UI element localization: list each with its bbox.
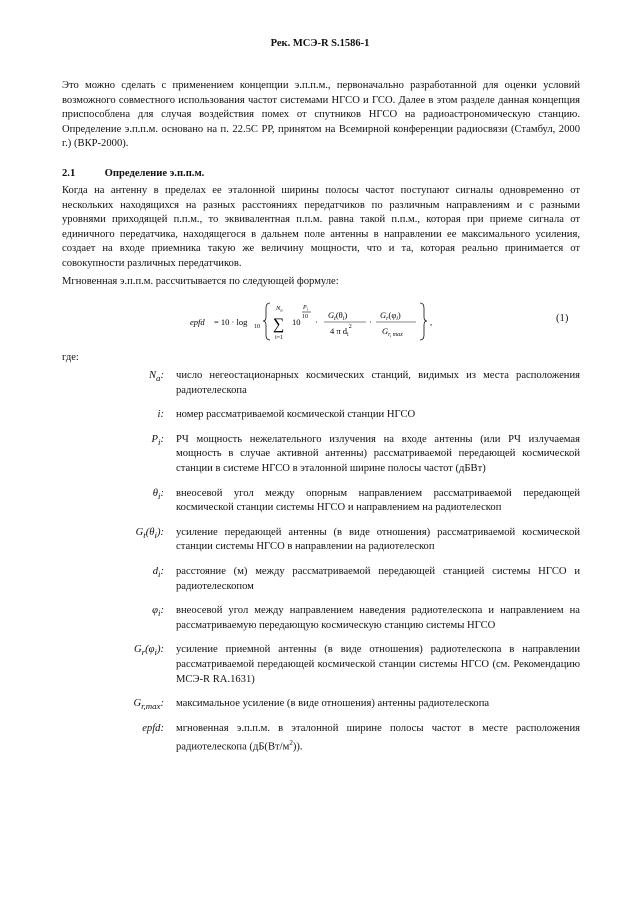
definition-symbol: i: bbox=[157, 409, 164, 421]
definition-text: число негеостационарных космических станций, видимых из места расположения радиотелескопа bbox=[176, 370, 580, 396]
definition-symbol: $d_i$: bbox=[152, 565, 164, 580]
dot-2: · bbox=[369, 317, 372, 327]
power-den: 10 bbox=[302, 314, 308, 320]
formula-log-base: 10 bbox=[254, 324, 260, 330]
definition-text: внеосевой угол между опорным направлением рассматриваемой передающей космической станции системы НГСО и направлением на радиотелескоп bbox=[176, 487, 580, 514]
definitions-list bbox=[62, 369, 580, 766]
epfd-formula bbox=[190, 298, 470, 344]
definition-item bbox=[62, 697, 580, 714]
definition-symbol: $\theta_i$: bbox=[152, 487, 164, 501]
definition-item bbox=[62, 643, 580, 687]
frac2-denominator: $G_{r, max}$ bbox=[382, 326, 403, 338]
sum-top: $N_a$ bbox=[276, 305, 283, 313]
formula-comma: , bbox=[430, 317, 433, 327]
where-label: где: bbox=[62, 352, 79, 363]
intro-paragraph: Это можно сделать с применением концепции э.п.п.м., первоначально разработанной для оценки условий возможного совместного использования частот системами НГСО и ГСО. Далее в этом разделе данная концепция приспособлена для случая воздействия помех от спутников НГСО на радиоастрономическую станцию. Определение э.п.п.м. основано на п. 22.5С РР, принятом на Всемирной конференции радиосвязи (Стамбул, 2000 г.) (ВКР-2000). bbox=[62, 80, 580, 150]
definition-symbol: $N_a$: bbox=[148, 370, 164, 384]
definition-item bbox=[62, 487, 580, 516]
sum-symbol: ∑ bbox=[273, 316, 285, 333]
definition-symbol: $G_r(\varphi_i)$: bbox=[134, 644, 164, 658]
power-base: 10 bbox=[292, 317, 301, 327]
frac1-numerator: $G_t(\theta_i)$ bbox=[328, 310, 348, 322]
definition-text: усиление передающей антенны (в виде отношения) рассматриваемой космической станции системы НГСО в направлении на радиотелескоп bbox=[176, 526, 580, 553]
dot-1: · bbox=[315, 317, 318, 327]
frac2-numerator: $G_r(\varphi_i)$ bbox=[380, 310, 401, 322]
definition-text: РЧ мощность нежелательного излучения на входе антенны (или РЧ излучаемая мощность в случае активной антенны) рассматриваемой передающей космической станции в системе НГСО в эталонной ширине полосы частот (дБВт) bbox=[176, 433, 580, 474]
definition-paragraph: Когда на антенну в пределах ее эталонной ширины полосы частот поступают сигналы одновременно от нескольких находящихся на разных расстояниях передатчиков по различным направлениям и с разными уровнями приходящей п.п.м., то эквивалентная п.п.м. равна такой п.п.м., которая при приеме сигнала от единичного передатчика, находящегося в дальнем поле антенны в направлении ее максимального усиления, создает на входе приемника такую же величину мощности, что и та, которая реально принимается от совокупности различных передатчиков. bbox=[62, 185, 580, 269]
definition-item bbox=[62, 369, 580, 398]
definition-text: усиление приемной антенны (в виде отношения) радиотелескопа в направлении рассматриваемой передающей космической станции системы НГСО (см. Рекомендацию МСЭ-R RA.1631) bbox=[176, 644, 580, 685]
power-num: $P_i$ bbox=[303, 305, 308, 312]
definition-symbol: epfd: bbox=[142, 722, 164, 734]
definition-symbol: $\varphi_i$: bbox=[152, 605, 164, 619]
definition-text: максимальное усиление (в виде отношения) антенны радиотелескопа bbox=[176, 698, 490, 710]
definition-item bbox=[62, 604, 580, 633]
definition-item bbox=[62, 408, 580, 423]
right-brace bbox=[420, 303, 427, 340]
definition-text: мгновенная э.п.п.м. в эталонной ширине полосы частот в месте расположения радиотелескопа $(дБ(Вт/м^2))$. bbox=[176, 722, 580, 753]
definition-item bbox=[62, 565, 580, 594]
definition-symbol: $G_{r,max}$: bbox=[133, 698, 164, 712]
definition-item bbox=[62, 433, 580, 477]
definition-text: внеосевой угол между направлением наведения радиотелескопа и направлением на рассматриваемую передающую космическую станцию системы НГСО bbox=[176, 605, 580, 631]
definition-text: расстояние (м) между рассматриваемой передающей станцией системы НГСО и радиотелескопом bbox=[176, 565, 580, 592]
formula-lhs: epfd bbox=[190, 317, 205, 327]
definition-item bbox=[62, 722, 580, 756]
formula-eq: = 10 · log bbox=[214, 317, 248, 327]
definition-symbol: $P_i$: bbox=[151, 433, 164, 447]
section-heading bbox=[62, 168, 204, 179]
page-header: Рек. МСЭ-R S.1586-1 bbox=[270, 38, 370, 49]
section-number: 2.1 bbox=[62, 168, 76, 179]
sum-bottom: i=1 bbox=[275, 335, 284, 341]
definition-text: номер рассматриваемой космической станции НГСО bbox=[176, 409, 416, 421]
left-brace bbox=[263, 303, 270, 340]
definition-symbol: $G_t(\theta_i)$: bbox=[135, 526, 164, 540]
frac1-denominator: 4 π $d_i^2$ bbox=[330, 324, 352, 338]
definition-item bbox=[62, 526, 580, 555]
formula-intro: Мгновенная э.п.п.м. рассчитывается по следующей формуле: bbox=[62, 276, 339, 287]
formula-number: (1) bbox=[556, 313, 569, 324]
section-title: Определение э.п.п.м. bbox=[104, 168, 205, 179]
